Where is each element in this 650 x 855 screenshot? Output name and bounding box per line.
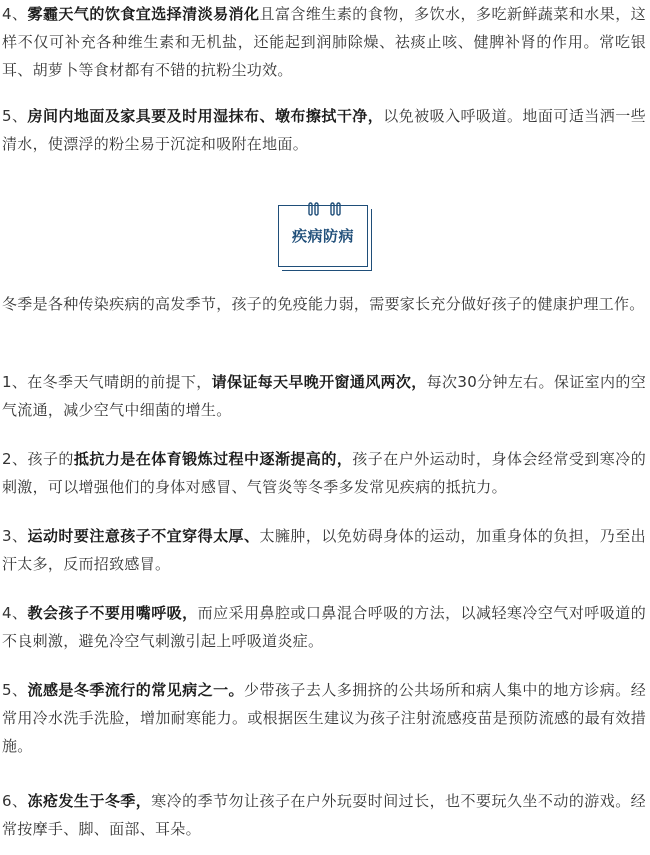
paragraph-diet-tip	[2, 0, 646, 84]
body-text: 孩子在户外运动时，身体会经常受到寒冷的刺激，可以增强他们的身体对感冒、气管炎等冬季多发常见疾病的抵抗力。	[2, 450, 647, 496]
emphasis-text: 请保证每天早晚开窗通风两次，	[211, 373, 427, 391]
emphasis-text: 雾霾天气的饮食宜选择清淡易消化	[27, 5, 260, 23]
emphasis-text: 房间内地面及家具要及时用湿抹布、墩布擦拭干净，	[27, 107, 384, 125]
body-text: 1、在冬季天气晴朗的前提下，	[2, 373, 212, 391]
section-title: 疾病防病	[291, 227, 354, 245]
paragraph-tip-2	[2, 445, 646, 501]
paragraph-intro	[2, 290, 646, 318]
body-text: 且富含维生素的食物，多饮水，多吃新鲜蔬菜和水果，这样不仅可补充各种维生素和无机盐，还能起到润肺除燥、祛痰止咳、健脾补肾的作用。常吃银耳、胡萝卜等食材都有不错的抗粉尘功效。	[2, 5, 646, 79]
body-text: 5、	[2, 681, 28, 699]
emphasis-text: 抵抗力是在体育锻炼过程中逐渐提高的，	[73, 450, 353, 468]
body-text: 冬季是各种传染疾病的高发季节，孩子的免疫能力弱，需要家长充分做好孩子的健康护理工作。	[2, 295, 645, 313]
section-badge	[278, 205, 370, 269]
body-text: 每次30分钟左右。保证室内的空气流通，减少空气中细菌的增生。	[2, 373, 647, 419]
body-text: 2、孩子的	[2, 450, 74, 468]
body-text: 4、	[2, 5, 28, 23]
emphasis-text: 教会孩子不要用嘴呼吸，	[27, 604, 198, 622]
body-text: 以免被吸入呼吸道。地面可适当洒一些清水，使漂浮的粉尘易于沉淀和吸附在地面。	[2, 107, 646, 153]
body-text: 4、	[2, 604, 28, 622]
paragraph-tip-4	[2, 599, 646, 655]
body-text: 而应采用鼻腔或口鼻混合呼吸的方法，以减轻寒冷空气对呼吸道的不良刺激，避免冷空气刺激引起上呼吸道炎症。	[2, 604, 646, 650]
body-text: 寒冷的季节勿让孩子在户外玩耍时间过长，也不要玩久坐不动的游戏。经常按摩手、脚、面部、耳朵。	[2, 792, 646, 838]
paragraph-cleaning-tip	[2, 102, 646, 158]
body-text: 6、	[2, 792, 28, 810]
paragraph-tip-3	[2, 522, 646, 578]
paragraph-tip-5	[2, 676, 646, 760]
paragraph-tip-1	[2, 368, 646, 424]
body-text: 3、	[2, 527, 28, 545]
binder-rings-icon	[306, 202, 346, 216]
emphasis-text: 流感是冬季流行的常见病之一。	[27, 681, 245, 699]
body-text: 太臃肿，以免妨碍身体的运动，加重身体的负担，乃至出汗太多，反而招致感冒。	[2, 527, 646, 573]
body-text: 少带孩子去人多拥挤的公共场所和病人集中的地方诊病。经常用冷水洗手洗脸，增加耐寒能力。或根据医生建议为孩子注射流感疫苗是预防流感的最有效措施。	[2, 681, 646, 755]
body-text: 5、	[2, 107, 28, 125]
emphasis-text: 冻疮发生于冬季，	[27, 792, 152, 810]
emphasis-text: 运动时要注意孩子不宜穿得太厚、	[27, 527, 260, 545]
paragraph-tip-6	[2, 787, 646, 843]
